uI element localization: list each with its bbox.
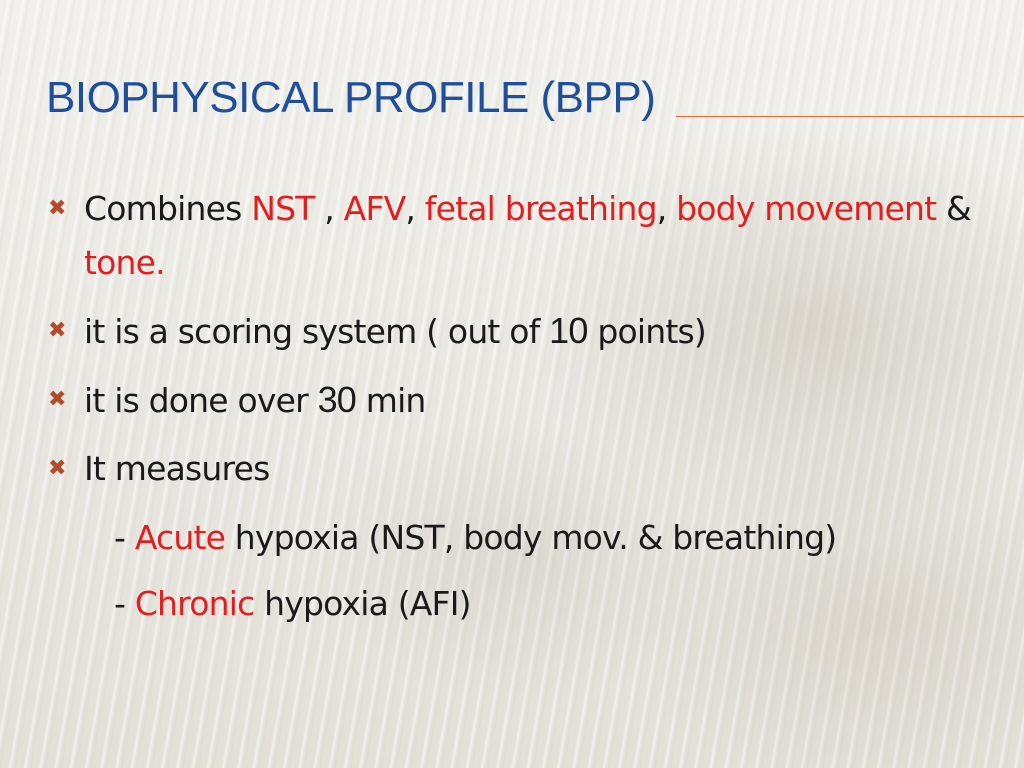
title-underline <box>676 116 1024 117</box>
keyword-acute: Acute <box>134 518 226 557</box>
keyword-fetal-breathing: fetal breathing <box>424 189 657 228</box>
keyword-chronic: Chronic <box>134 584 255 623</box>
bullet-text: It measures <box>84 449 270 488</box>
separator: , <box>314 189 344 228</box>
text-scoring-pre: it is a scoring system ( out of <box>84 312 550 351</box>
text-duration-post: min <box>356 381 426 420</box>
bullet-text <box>84 381 426 420</box>
sub-item-acute <box>48 510 998 566</box>
bullet-item-scoring <box>48 304 998 359</box>
bullet-text <box>84 312 706 351</box>
keyword-afv: AFV <box>343 189 406 228</box>
dash: - <box>114 518 135 557</box>
x-mark-icon: ✖ <box>48 387 66 412</box>
text-combines: Combines <box>84 189 252 228</box>
duration-minutes: 30 <box>317 379 357 420</box>
bullet-text <box>84 189 971 282</box>
x-mark-icon: ✖ <box>48 318 66 343</box>
bullet-item-measures <box>48 442 998 496</box>
text-scoring-post: points) <box>587 312 706 351</box>
keyword-body-movement: body movement <box>676 189 937 228</box>
x-mark-icon: ✖ <box>48 456 66 481</box>
sub-text: hypoxia (NST, body mov. & breathing) <box>225 518 837 557</box>
slide-title: BIOPHYSICAL PROFILE (BPP) <box>46 73 656 122</box>
sub-text: hypoxia (AFI) <box>254 584 471 623</box>
separator: , <box>405 189 425 228</box>
keyword-nst: NST <box>251 189 315 228</box>
bullet-list <box>48 182 998 642</box>
bullet-item-duration <box>48 373 998 428</box>
separator: , <box>656 189 677 228</box>
text-duration-pre: it is done over <box>84 381 318 420</box>
separator: & <box>936 189 971 228</box>
score-total: 10 <box>549 310 588 351</box>
dash: - <box>114 584 135 623</box>
bullet-item-combines <box>48 182 998 290</box>
sub-item-chronic <box>48 576 998 632</box>
keyword-tone: tone. <box>84 243 165 282</box>
x-mark-icon: ✖ <box>48 196 66 221</box>
